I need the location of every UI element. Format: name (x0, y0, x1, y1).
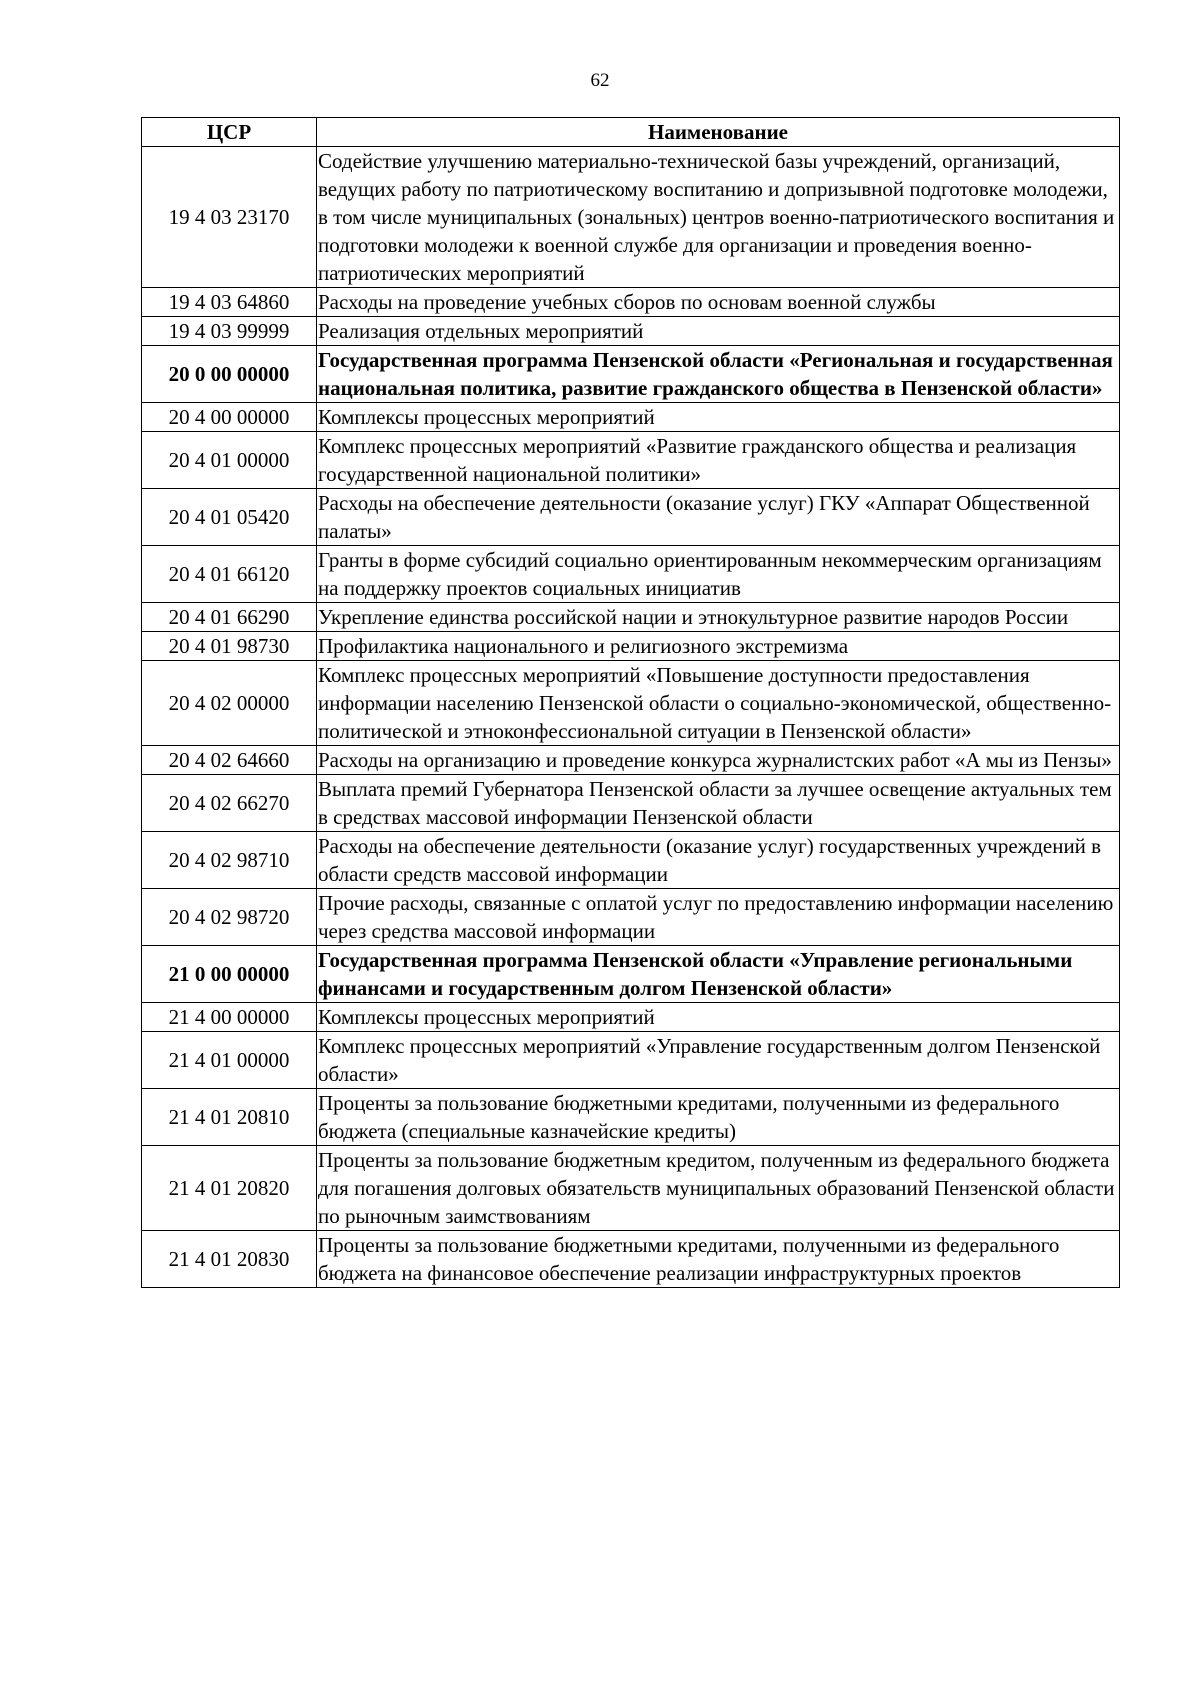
row-code: 21 0 00 00000 (142, 946, 317, 1003)
row-name: Расходы на проведение учебных сборов по основам военной службы (317, 288, 1120, 317)
row-code: 21 4 01 20810 (142, 1089, 317, 1146)
row-code: 20 4 01 05420 (142, 489, 317, 546)
table-row (142, 147, 1120, 288)
table-row (142, 317, 1120, 346)
table-row (142, 1003, 1120, 1032)
row-name: Государственная программа Пензенской области «Региональная и государственная национальная политика, развитие гражданского общества в Пензенской области» (317, 346, 1120, 403)
row-name: Комплексы процессных мероприятий (317, 403, 1120, 432)
table-row (142, 632, 1120, 661)
row-code: 20 4 01 98730 (142, 632, 317, 661)
row-name: Расходы на организацию и проведение конкурса журналистских работ «А мы из Пензы» (317, 746, 1120, 775)
table-row (142, 432, 1120, 489)
page-number: 62 (590, 70, 610, 91)
row-name: Укрепление единства российской нации и этнокультурное развитие народов России (317, 603, 1120, 632)
table-row (142, 889, 1120, 946)
table-row (142, 1231, 1120, 1288)
row-name: Комплексы процессных мероприятий (317, 1003, 1120, 1032)
row-code: 20 4 00 00000 (142, 403, 317, 432)
header-code: ЦСР (142, 118, 317, 147)
table-row (142, 346, 1120, 403)
table-row (142, 489, 1120, 546)
row-code: 20 4 01 00000 (142, 432, 317, 489)
table-row (142, 832, 1120, 889)
table-body (142, 147, 1120, 1288)
table-row (142, 546, 1120, 603)
table-row (142, 403, 1120, 432)
row-name: Профилактика национального и религиозного экстремизма (317, 632, 1120, 661)
row-code: 20 4 02 66270 (142, 775, 317, 832)
table-row (142, 775, 1120, 832)
row-code: 21 4 01 00000 (142, 1032, 317, 1089)
row-name: Комплекс процессных мероприятий «Развитие гражданского общества и реализация государственной национальной политики» (317, 432, 1120, 489)
row-code: 19 4 03 64860 (142, 288, 317, 317)
row-name: Прочие расходы, связанные с оплатой услуг по предоставлению информации населению через средства массовой информации (317, 889, 1120, 946)
row-code: 20 4 02 98710 (142, 832, 317, 889)
table-row (142, 946, 1120, 1003)
row-name: Гранты в форме субсидий социально ориентированным некоммерческим организациям на поддержку проектов социальных инициатив (317, 546, 1120, 603)
row-code: 21 4 00 00000 (142, 1003, 317, 1032)
row-code: 20 4 02 00000 (142, 661, 317, 746)
row-name: Проценты за пользование бюджетным кредитом, полученным из федерального бюджета для погашения долговых обязательств муниципальных образований Пензенской области по рыночным заимствованиям (317, 1146, 1120, 1231)
row-name: Расходы на обеспечение деятельности (оказание услуг) ГКУ «Аппарат Общественной палаты» (317, 489, 1120, 546)
row-name: Государственная программа Пензенской области «Управление региональными финансами и государственным долгом Пензенской области» (317, 946, 1120, 1003)
row-name: Расходы на обеспечение деятельности (оказание услуг) государственных учреждений в области средств массовой информации (317, 832, 1120, 889)
table-row (142, 661, 1120, 746)
table-row (142, 1146, 1120, 1231)
row-code: 19 4 03 99999 (142, 317, 317, 346)
table-row (142, 288, 1120, 317)
table-header-row (142, 118, 1120, 147)
row-name: Выплата премий Губернатора Пензенской области за лучшее освещение актуальных тем в средствах массовой информации Пензенской области (317, 775, 1120, 832)
table-row (142, 603, 1120, 632)
row-code: 21 4 01 20830 (142, 1231, 317, 1288)
budget-classification-table (141, 117, 1120, 1288)
row-code: 20 4 02 98720 (142, 889, 317, 946)
header-name: Наименование (317, 118, 1120, 147)
row-name: Реализация отдельных мероприятий (317, 317, 1120, 346)
row-code: 19 4 03 23170 (142, 147, 317, 288)
table-row (142, 1089, 1120, 1146)
row-code: 21 4 01 20820 (142, 1146, 317, 1231)
row-code: 20 4 01 66120 (142, 546, 317, 603)
row-name: Проценты за пользование бюджетными кредитами, полученными из федерального бюджета на финансовое обеспечение реализации инфраструктурных проектов (317, 1231, 1120, 1288)
table-row (142, 1032, 1120, 1089)
row-code: 20 0 00 00000 (142, 346, 317, 403)
row-name: Комплекс процессных мероприятий «Управление государственным долгом Пензенской области» (317, 1032, 1120, 1089)
row-name: Проценты за пользование бюджетными кредитами, полученными из федерального бюджета (специальные казначейские кредиты) (317, 1089, 1120, 1146)
row-code: 20 4 02 64660 (142, 746, 317, 775)
row-name: Комплекс процессных мероприятий «Повышение доступности предоставления информации населению Пензенской области о социально-экономической, общественно-политической и этноконфессиональной ситуации в Пензенской области» (317, 661, 1120, 746)
table-row (142, 746, 1120, 775)
row-name: Содействие улучшению материально-технической базы учреждений, организаций, ведущих работу по патриотическому воспитанию и допризывной подготовке молодежи, в том числе муниципальных (зональных) центров военно-патриотического воспитания и подготовки молодежи к военной службе для организации и проведения военно-патриотических мероприятий (317, 147, 1120, 288)
row-code: 20 4 01 66290 (142, 603, 317, 632)
